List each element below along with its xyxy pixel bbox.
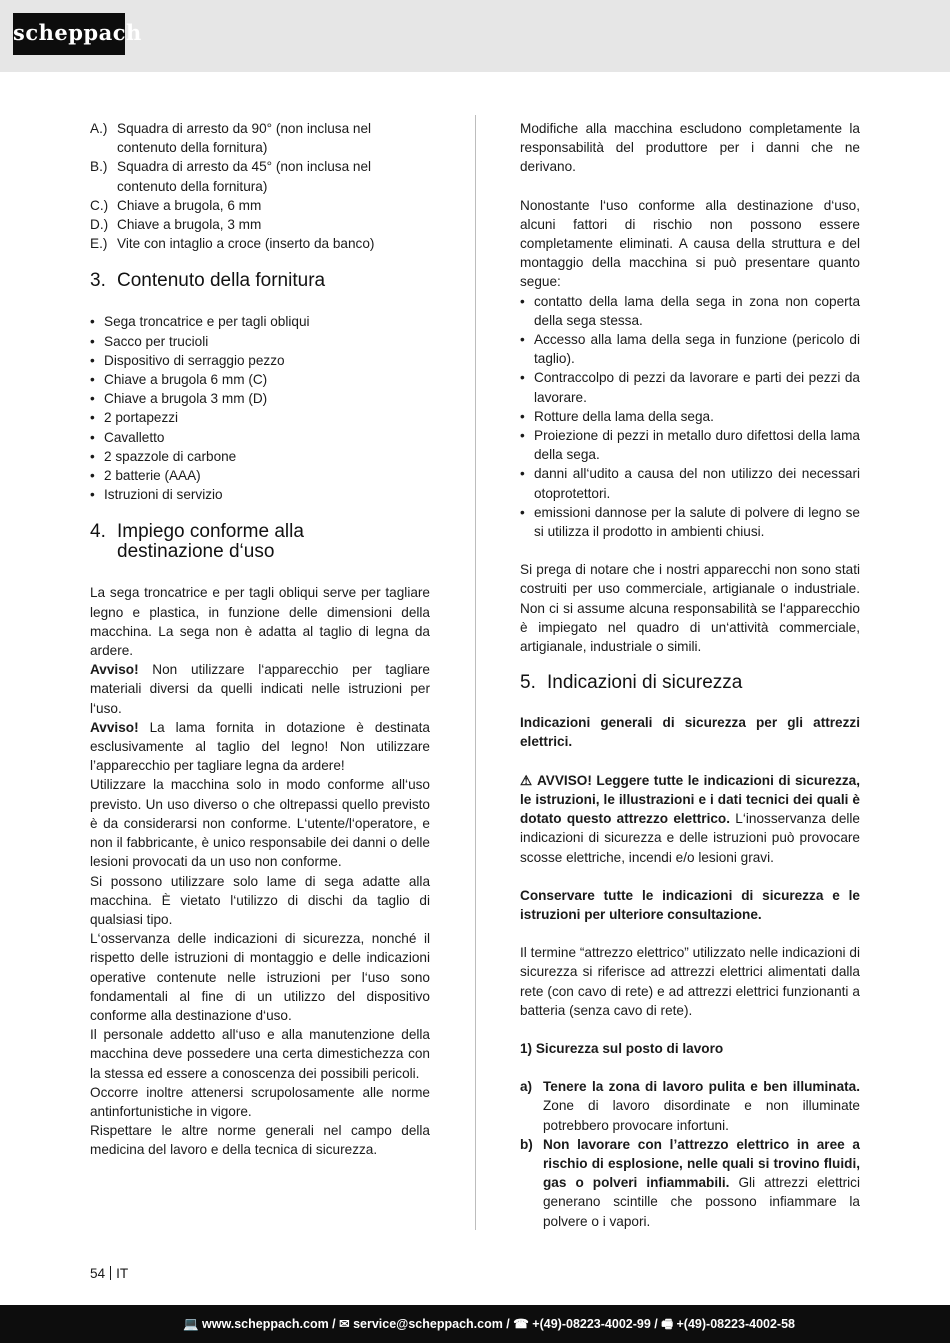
paragraph: Utilizzare la macchina solo in modo conforme all‘uso previsto. Un uso diverso o che oltrepassi quello previsto è da considerarsi non conforme. L‘utente/l‘operatore, e non il fabbricante, è unico responsabile dei danni o delle lesioni provocati da un uso non conforme.	[90, 777, 430, 870]
header-band	[0, 0, 950, 72]
paragraph: Nonostante l‘uso conforme alla destinazione d‘uso, alcuni fattori di rischio non possono essere completamente eliminati. A causa della struttura e del montaggio della macchina si può presentare quanto segue:	[520, 197, 860, 290]
paragraph: Il personale addetto all‘uso e alla manutenzione della macchina deve possedere una certa dimestichezza con la stessa ed essere a conoscenza dei possibili pericoli.	[90, 1027, 430, 1081]
list-item: D.) Chiave a brugola, 3 mm	[90, 217, 262, 233]
computer-icon: 💻	[182, 1317, 199, 1331]
list-item: • danni all‘udito a causa del non utilizzo dei necessari otoprotettori.	[520, 466, 860, 501]
paragraph: Il termine “attrezzo elettrico” utilizzato nelle indicazioni di sicurezza si riferisce ad attrezzi elettrici alimentati dalla rete (con cavo di rete) e ad attrezzi elettrici funzionanti a batteria (senza cavo di rete).	[520, 945, 860, 1018]
mail-icon: ✉	[339, 1317, 350, 1331]
list-item: A.) Squadra di arresto da 90° (non inclusa nel contenuto della fornitura)	[90, 121, 372, 156]
list-item: • Chiave a brugola 6 mm (C)	[90, 372, 268, 388]
list-item: • Dispositivo di serraggio pezzo	[90, 352, 285, 368]
left-column	[90, 119, 430, 1160]
accessory-list	[90, 119, 430, 253]
footer-bar	[0, 1305, 950, 1343]
list-item: • 2 portapezzi	[90, 410, 179, 426]
list-item: • 2 batterie (AAA)	[90, 468, 201, 484]
section-heading: 3. Contenuto della fornitura	[90, 270, 326, 292]
list-item: • contatto della lama della sega in zona non coperta della sega stessa.	[520, 293, 860, 328]
list-item: • Cavalletto	[90, 429, 165, 445]
page-number: 54 IT	[90, 1266, 129, 1281]
paragraph: Avviso! La lama fornita in dotazione è destinata esclusivamente al taglio del legno! Non utilizzare l’apparecchio per tagliare legna da ardere!	[90, 719, 430, 774]
paragraph: La sega troncatrice e per tagli obliqui serve per tagliare legno e plastica, in funzione delle dimensioni della macchina. La sega non è adatta al taglio di legna da ardere.	[90, 585, 430, 659]
phone-number: +(49)-08223-4002-99 /	[528, 1317, 662, 1331]
list-item: C.) Chiave a brugola, 6 mm	[90, 197, 262, 213]
list-item: • Contraccolpo di pezzi da lavorare e parti dei pezzi da lavorare.	[520, 370, 860, 405]
list-item: E.) Vite con intaglio a croce (inserto da banco)	[90, 236, 375, 252]
list-item: • Sacco per trucioli	[90, 333, 209, 349]
list-item: • emissioni dannose per la salute di polvere di legno se si utilizza il prodotto in ambienti chiusi.	[520, 504, 860, 540]
subheading: Conservare tutte le indicazioni di sicurezza e le istruzioni per ulteriore consultazione.	[520, 887, 860, 922]
paragraph: L‘osservanza delle indicazioni di sicurezza, nonché il rispetto delle istruzioni di montaggio e delle indicazioni operative contenute nelle istruzioni per l‘uso sono fondamentali al fine di un utilizzo del dispositivo conforme alla destinazione d‘uso.	[90, 931, 430, 1023]
phone-icon: ☎	[513, 1317, 529, 1331]
warning-paragraph: ⚠ AVVISO! Leggere tutte le indicazioni di sicurezza, le istruzioni, le illustrazioni e i dati tecnici dei quali è dotato questo attrezzo elettrico. L‘inosservanza delle indicazioni di sicurezza e delle istruzioni può provocare scosse elettriche, incendi e/o lesioni gravi.	[520, 772, 860, 865]
contact-line	[183, 1315, 795, 1333]
website-link[interactable]: www.scheppach.com /	[198, 1317, 340, 1331]
fax-number: +(49)-08223-4002-58	[673, 1317, 795, 1331]
list-item: • Sega troncatrice e per tagli obliqui	[90, 314, 310, 330]
paragraph: Occorre inoltre attenersi scrupolosamente alle norme antinfortunistiche in vigore.	[90, 1084, 430, 1119]
list-item: • Accesso alla lama della sega in funzione (pericolo di taglio).	[520, 332, 860, 367]
list-item: • Istruzioni di servizio	[90, 487, 223, 503]
subheading: 1) Sicurezza sul posto di lavoro	[520, 1040, 724, 1056]
list-item: b) Non lavorare con l’attrezzo elettrico in aree a rischio di esplosione, nelle quali si trovino fluidi, gas o polveri infiammabili. Gli attrezzi elettrici generano scintille che possono infiammare la polvere o i vapori.	[520, 1136, 860, 1229]
paragraph: Si prega di notare che i nostri apparecchi non sono stati costruiti per uso commerciale, artigianale o industriale. Non ci si assume alcuna responsabilità se l‘apparecchio è impiegato nel quadro di un‘attività commerciale, artigianale, industriale o simili.	[520, 562, 860, 655]
list-item: • Proiezione di pezzi in metallo duro difettosi della lama della sega.	[520, 428, 860, 463]
workplace-safety-list	[520, 1077, 860, 1231]
separator	[110, 1266, 111, 1280]
list-item: • Chiave a brugola 3 mm (D)	[90, 391, 268, 407]
fax-icon: 🖷	[661, 1317, 674, 1331]
warning-icon: ⚠	[520, 772, 533, 788]
subheading: Indicazioni generali di sicurezza per gli attrezzi elettrici.	[520, 715, 860, 750]
paragraph: Si possono utilizzare solo lame di sega adatte alla macchina. È vietato l‘utilizzo di dischi da taglio di qualsiasi tipo.	[90, 873, 430, 927]
paragraph: Modifiche alla macchina escludono completamente la responsabilità del produttore per i danni che ne derivano.	[520, 121, 860, 175]
section-heading: 4. Impiego conforme alla destinazione d‘uso	[90, 521, 304, 563]
column-divider	[475, 115, 476, 1230]
list-item: B.) Squadra di arresto da 45° (non inclusa nel contenuto della fornitura)	[90, 159, 372, 194]
brand-logo: scheppach	[13, 13, 125, 55]
residual-risks-list	[520, 292, 860, 542]
right-column	[520, 119, 860, 1231]
paragraph: Rispettare le altre norme generali nel campo della medicina del lavoro e della tecnica di sicurezza.	[90, 1123, 430, 1158]
email-link[interactable]: service@scheppach.com /	[349, 1317, 514, 1331]
list-item: • 2 spazzole di carbone	[90, 448, 237, 464]
paragraph: Avviso! Non utilizzare l‘apparecchio per tagliare materiali diversi da quelli indicati nelle istruzioni per l‘uso.	[90, 662, 430, 716]
section-heading: 5. Indicazioni di sicurezza	[520, 672, 743, 694]
delivery-contents-list	[90, 312, 430, 504]
list-item: • Rotture della lama della sega.	[520, 408, 714, 424]
list-item: a) Tenere la zona di lavoro pulita e ben illuminata. Zone di lavoro disordinate e non illuminate potrebbero provocare infortuni.	[520, 1079, 860, 1133]
